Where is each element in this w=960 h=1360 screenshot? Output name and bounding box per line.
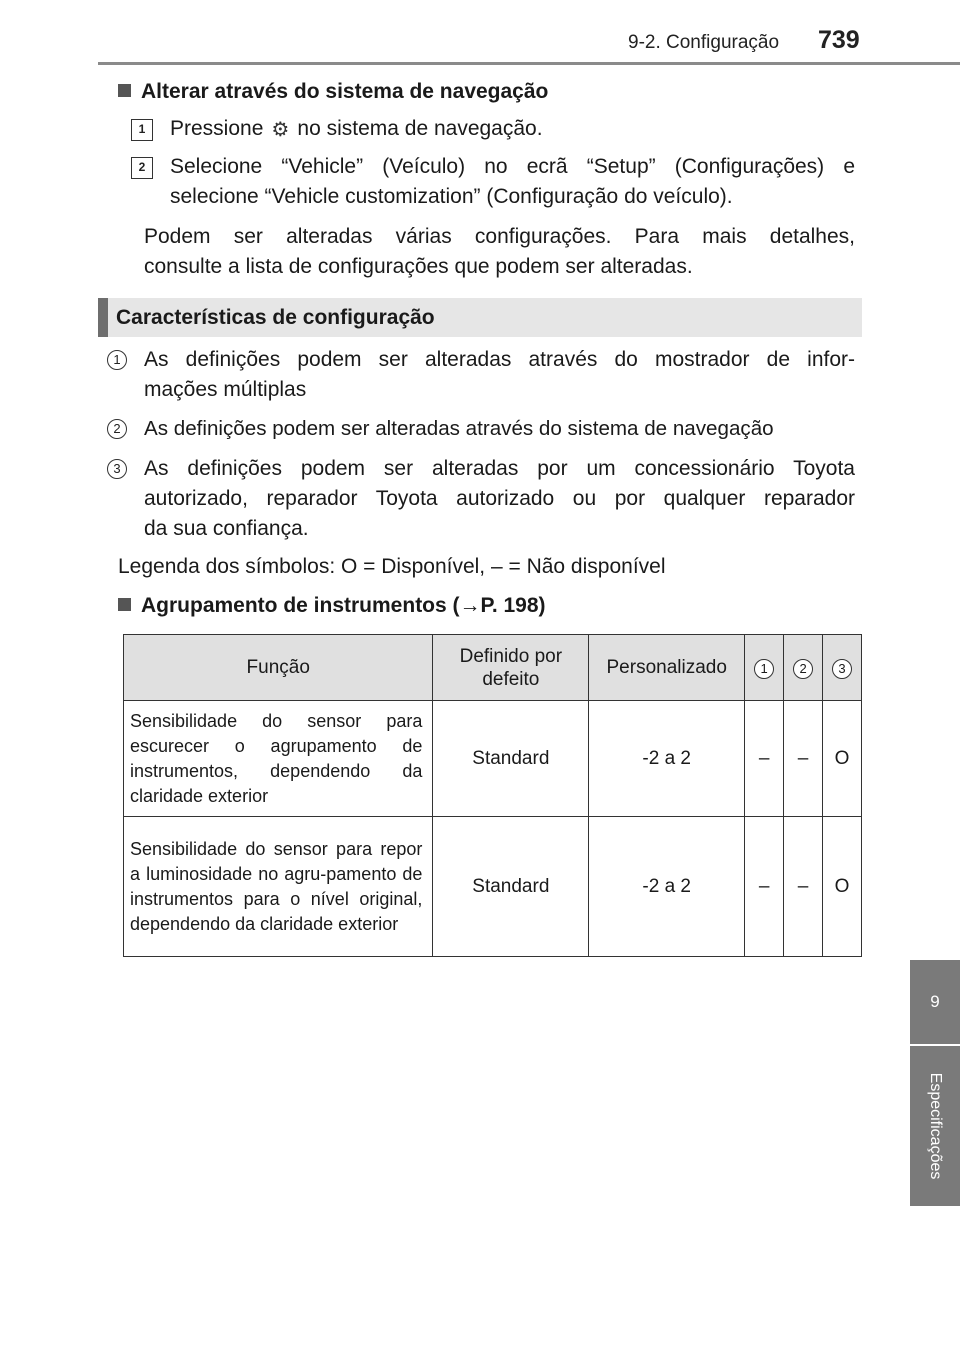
col-header-custom: Personalizado [589, 635, 745, 701]
feature-1-line-1: As definições podem ser alteradas através do mostrador de infor- [144, 348, 855, 371]
square-bullet-icon [118, 84, 131, 97]
settings-table [123, 634, 862, 957]
row-1-default: Standard [433, 701, 589, 817]
col-header-2 [784, 635, 823, 701]
table-row [124, 817, 862, 957]
feature-3-line-2: autorizado, reparador Toyota autorizado ou por qualquer reparador [144, 487, 855, 510]
chapter-tab-number[interactable]: 9 [910, 960, 960, 1044]
feature-3-line-1: As definições podem ser alteradas por um concessionário Toyota [144, 457, 855, 480]
row-1-custom: -2 a 2 [589, 701, 745, 817]
row-1-c2: – [784, 701, 823, 817]
row-1-c1: – [745, 701, 784, 817]
cluster-heading-text: Agrupamento de instrumentos ( [141, 594, 460, 617]
row-2-c3: O [823, 817, 862, 957]
row-1-c3: O [823, 701, 862, 817]
row-2-c1: – [745, 817, 784, 957]
chapter-tab-label[interactable] [910, 1046, 960, 1206]
setup-gear-icon: ⚙ [271, 119, 290, 141]
col-2-badge: 2 [793, 659, 813, 679]
row-2-c2: – [784, 817, 823, 957]
step-1-after: no sistema de navegação. [297, 117, 543, 140]
step-1-text [170, 114, 543, 145]
col-header-function: Função [124, 635, 433, 701]
arrow-right-icon: → [459, 594, 481, 617]
row-2-function: Sensibilidade do sensor para repor a luminosidade no agru-pamento de instrumentos para o nível original, dependendo da claridade exterior [124, 817, 433, 957]
col-header-default: Definido por defeito [433, 635, 589, 701]
feature-3-line-3: da sua confiança. [144, 517, 309, 540]
cluster-heading-ref[interactable]: P. 198) [480, 594, 546, 617]
col-header-3 [823, 635, 862, 701]
col-header-1 [745, 635, 784, 701]
col-1-badge: 1 [754, 659, 774, 679]
feature-1-badge: 1 [107, 350, 127, 370]
step-1-before: Pressione [170, 117, 264, 140]
header-rule [98, 62, 960, 65]
step-2-badge: 2 [131, 157, 153, 179]
feature-2-badge: 2 [107, 419, 127, 439]
nav-section-heading [118, 80, 548, 104]
table-header-row [124, 635, 862, 701]
row-1-function: Sensibilidade do sensor para escurecer o agrupamento de instrumentos, dependendo da claridade exterior [124, 701, 433, 817]
feature-2-line-1: As definições podem ser alteradas através do sistema de navegação [144, 417, 774, 440]
section-title: 9-2. Configuração [628, 32, 780, 53]
nav-para-line-1: Podem ser alteradas várias configurações. Para mais detalhes, [144, 225, 855, 248]
step-2-line-1: Selecione “Vehicle” (Veículo) no ecrã “Setup” (Configurações) e [170, 155, 855, 178]
row-2-custom: -2 a 2 [589, 817, 745, 957]
row-2-default: Standard [433, 817, 589, 957]
feature-3-badge: 3 [107, 459, 127, 479]
table-row [124, 701, 862, 817]
page-number: 739 [818, 26, 860, 54]
nav-section-heading-text: Alterar através do sistema de navegação [141, 80, 549, 103]
step-2-line-2: selecione “Vehicle customization” (Configuração do veículo). [170, 185, 733, 208]
chapter-tab-label-text: Especificações [927, 1072, 944, 1180]
square-bullet-icon [118, 598, 131, 611]
step-1-badge: 1 [131, 119, 153, 141]
banner-title: Características de configuração [116, 306, 435, 329]
section-banner [98, 298, 862, 337]
nav-para-line-2: consulte a lista de configurações que podem ser alteradas. [144, 255, 693, 278]
col-3-badge: 3 [832, 659, 852, 679]
banner-accent-bar [98, 298, 108, 337]
feature-1-line-2: mações múltiplas [144, 378, 307, 401]
cluster-heading [118, 594, 546, 618]
symbol-legend: Legenda dos símbolos: O = Disponível, – = Não disponível [118, 555, 666, 578]
